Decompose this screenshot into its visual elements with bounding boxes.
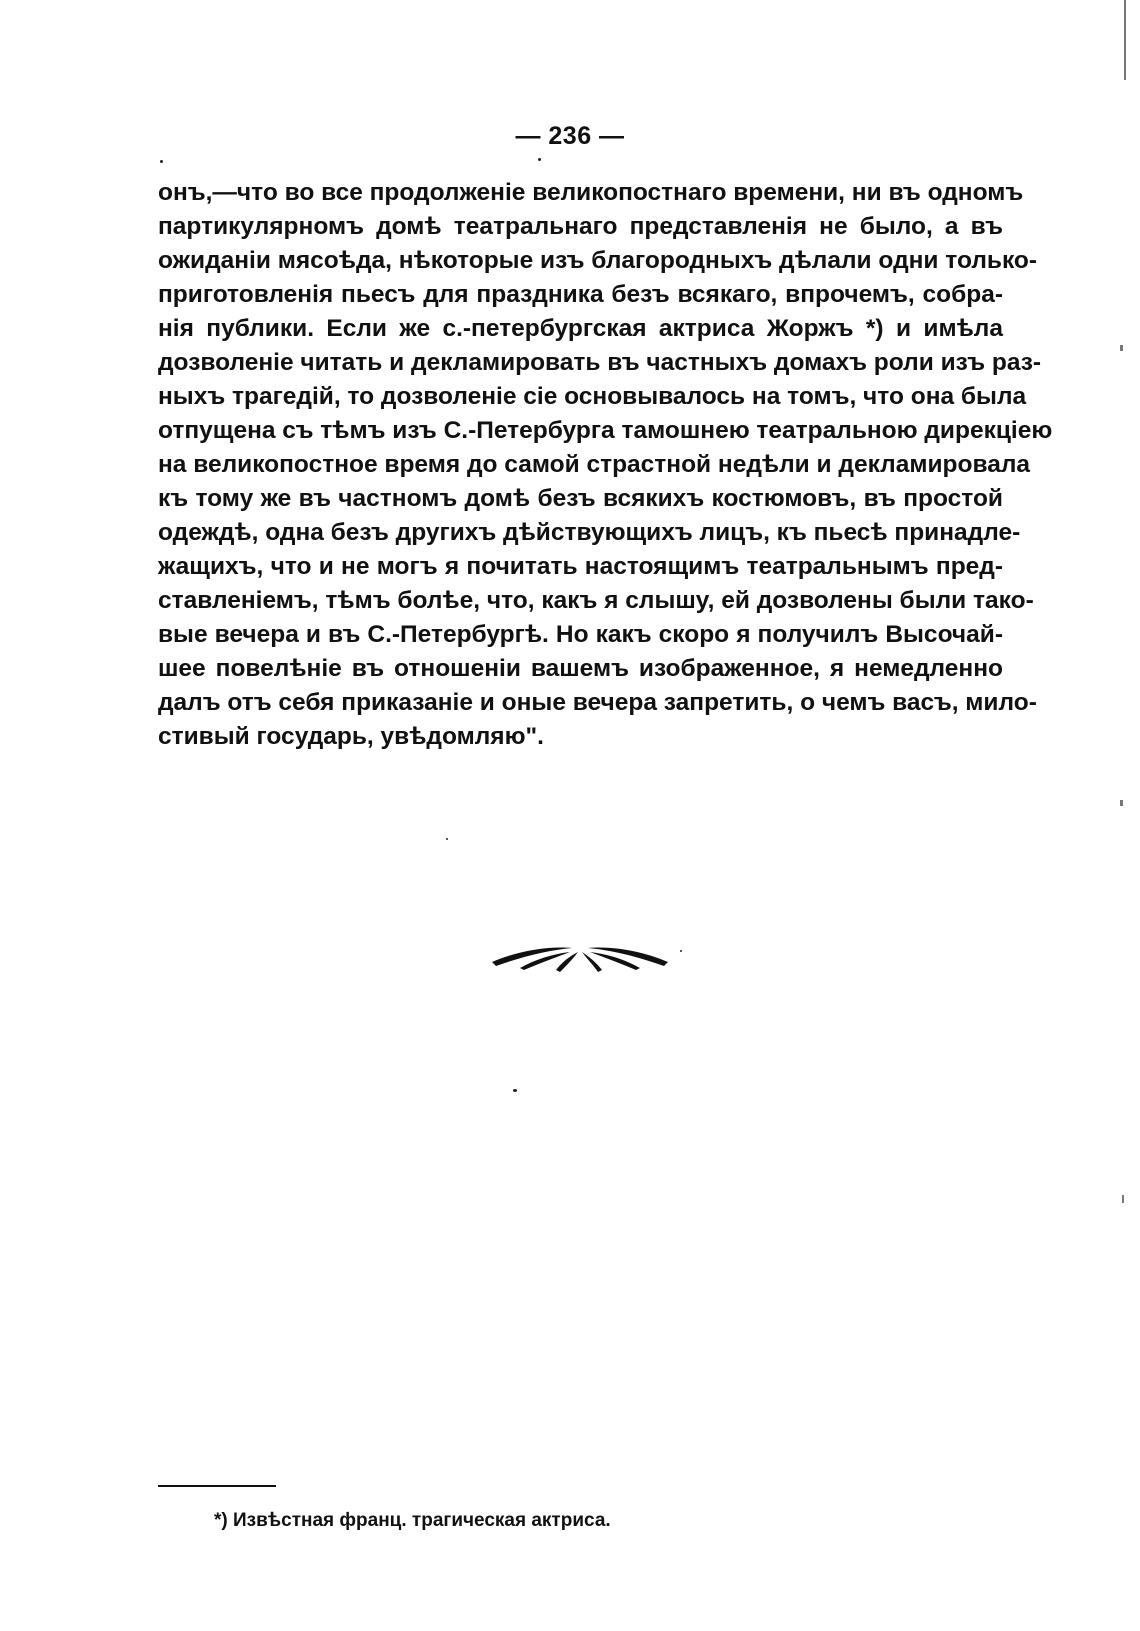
- scan-speck: [513, 1089, 517, 1092]
- vignette-ornament-icon: [490, 940, 670, 980]
- scan-speck: [680, 950, 682, 952]
- text-line: вые вечера и въ С.-Петербургѣ. Но какъ скоро я получилъ Высочай-: [158, 621, 1003, 648]
- text-line: нія публики. Если же с.-петербургская актриса Жоржъ *) и имѣла: [158, 315, 1003, 342]
- footnote: *) Извѣстная франц. трагическая актриса.: [214, 1510, 611, 1531]
- footnote-divider: [158, 1485, 276, 1487]
- text-line: на великопостное время до самой страстной недѣли и декламировала: [158, 451, 1031, 478]
- text-line: приготовленія пьесъ для праздника безъ всякаго, впрочемъ, собра-: [158, 281, 1003, 308]
- text-line: партикулярномъ домѣ театральнаго представленія не было, а въ: [158, 213, 1003, 240]
- scan-edge-mark: [1120, 800, 1123, 806]
- text-line: ныхъ трагедій, то дозволеніе сіе основывалось на томъ, что она была: [158, 383, 1027, 410]
- text-line: стивый государь, увѣдомляю".: [158, 723, 544, 750]
- scan-edge-mark: [1120, 345, 1123, 351]
- text-line: ожиданіи мясоѣда, нѣкоторые изъ благородныхъ дѣлали одни только-: [158, 247, 1038, 274]
- text-line: одеждѣ, одна безъ другихъ дѣйствующихъ лицъ, къ пьесѣ принадле-: [158, 519, 1021, 546]
- text-line: жащихъ, что и не могъ я почитать настоящимъ театральнымъ пред-: [158, 553, 1003, 580]
- text-line: къ тому же въ частномъ домѣ безъ всякихъ костюмовъ, въ простой: [158, 485, 1003, 512]
- scan-edge-mark: [1124, 0, 1126, 80]
- page-number: — 236 —: [515, 122, 625, 150]
- text-line: ставленіемъ, тѣмъ болѣе, что, какъ я слышу, ей дозволены были тако-: [158, 587, 1034, 614]
- text-line: отпущена съ тѣмъ изъ С.-Петербурга тамошнею театральною дирекціею: [158, 417, 1053, 444]
- text-line: далъ отъ себя приказаніе и оные вечера запретить, о чемъ васъ, мило-: [158, 689, 1037, 716]
- scan-edge-mark: [1122, 1195, 1124, 1203]
- text-line: шее повелѣніе въ отношеніи вашемъ изображенное, я немедленно: [158, 655, 1003, 682]
- text-line: онъ,—что во все продолженіе великопостнаго времени, ни въ одномъ: [158, 179, 1024, 206]
- text-line: дозволеніе читать и декламировать въ частныхъ домахъ роли изъ раз-: [158, 349, 1042, 376]
- body-text: [158, 176, 1053, 754]
- scan-speck: [446, 838, 448, 840]
- scan-speck: [160, 160, 163, 163]
- scan-speck: [538, 158, 541, 161]
